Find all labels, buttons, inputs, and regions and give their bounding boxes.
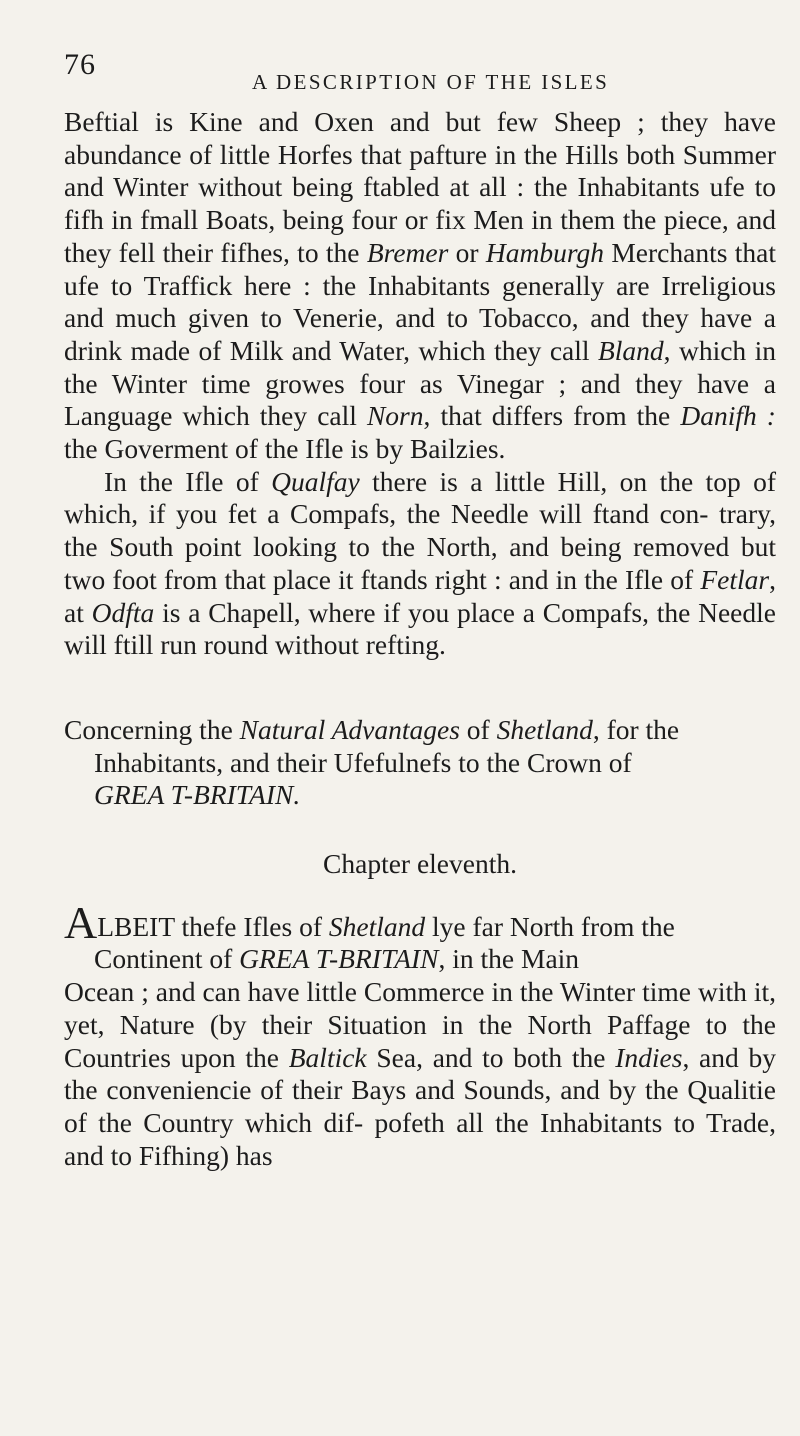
text-run: Merchants that ufe to Traffick here : the Inhabitants generally are Irreligious and much given to Venerie, and to Tobacco, and they have a drink made of Milk and Water, which they call [64, 236, 776, 366]
italic-run: Indies [615, 1041, 683, 1073]
text-run: In the Ifle of [104, 465, 272, 497]
text-run: LBEIT thefe Ifles of [97, 910, 329, 942]
text-run: Beftial is Kine and Oxen and but few Sheep ; they have abundance of little Horfes that pafture in the Hills both Summer and Winter without being ftabled at all : the Inhabitants ufe to fifh in fmall Boats, being four or fix Men in them the piece, and they fell their fifhes, to the [64, 106, 776, 268]
page-body [64, 106, 776, 1172]
text-run: Sea, and to both the [366, 1041, 616, 1073]
italic-run: GREA T-BRITAIN [239, 943, 439, 975]
text-run: lye far North from the [425, 910, 675, 942]
italic-run: Natural Advantages [239, 713, 460, 745]
text-run: of [459, 713, 497, 745]
italic-run: Shetland [328, 910, 426, 942]
text-run: is a Chapell, where if you place a Compafs, the Needle will ftill run round without refting. [64, 596, 776, 661]
italic-run: Norn [366, 400, 424, 432]
running-head: A DESCRIPTION OF THE ISLES [252, 70, 610, 94]
italic-run: Shetland [496, 713, 593, 745]
page-number: 76 [64, 48, 96, 81]
italic-run: Hamburgh [485, 236, 605, 268]
italic-run: Qualfay [271, 465, 360, 497]
paragraph-3 [64, 896, 776, 1173]
text-run: or [448, 236, 486, 268]
text-run: , which in the Winter time growes four as Vinegar ; and they have a Language which they call [64, 334, 776, 432]
italic-run: Odfta [91, 596, 155, 628]
text-run: , at [64, 563, 776, 628]
text-run: , and by the conveniencie of their Bays and Sounds, and by the Qualitie of the Country which dif- pofeth all the Inhabitants to Trade, and to Fifhing) has [64, 1041, 776, 1171]
text-run: , that differs from the [423, 400, 681, 432]
chapter-title: Chapter eleventh. [323, 848, 517, 880]
heading-line-3 [64, 779, 776, 812]
italic-run: Fetlar [700, 563, 770, 595]
paragraph-3-line-2 [64, 943, 776, 976]
text-run: the Goverment of the Ifle is by Bailzies. [64, 433, 506, 465]
drop-cap: A [64, 896, 98, 948]
italic-run: Baltick [288, 1041, 367, 1073]
italic-run: Bland [597, 334, 664, 366]
italic-run: Bremer [366, 236, 449, 268]
text-run: there is a little Hill, on the top of which, if you fet a Compafs, the Needle will ftand con- trary, the South point looking to the North, and being removed but two foot from that place it ftands right : and in the Ifle of [64, 465, 776, 595]
italic-run: Danifh : [680, 400, 776, 432]
text-run: Ocean ; and can have little Commerce in the Winter time with it, yet, Nature (by their Situation in the North Paffage to the Countries upon the [64, 976, 776, 1073]
text-run: Concerning the [64, 713, 240, 745]
paragraph-1 [64, 106, 776, 466]
text-run: , for the [592, 713, 680, 745]
text-run: , in the Main [438, 943, 580, 975]
heading-line-1 [64, 714, 776, 747]
heading-line-2: Inhabitants, and their Ufefulnefs to the Crown of [94, 746, 632, 778]
section-heading [64, 714, 776, 812]
italic-run: GREA T-BRITAIN. [94, 779, 301, 811]
paragraph-2 [64, 466, 776, 662]
text-run: Continent of [94, 943, 240, 975]
